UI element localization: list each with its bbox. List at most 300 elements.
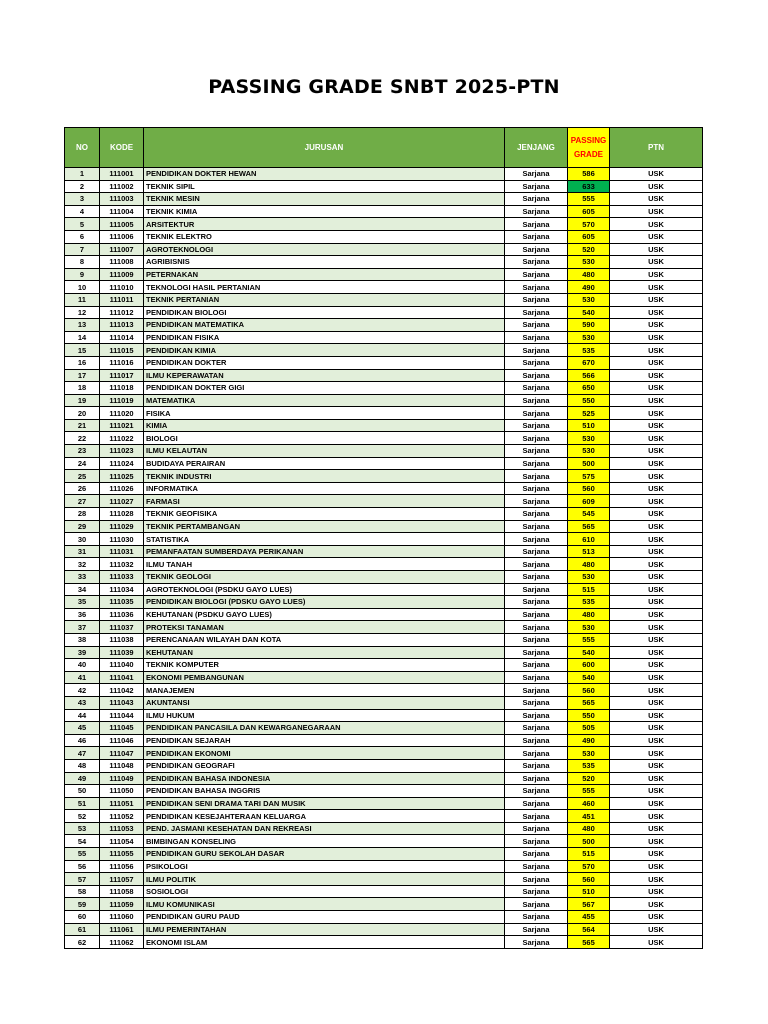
- row-no: 28: [65, 508, 100, 521]
- row-jenjang: Sarjana: [505, 281, 568, 294]
- row-ptn: USK: [610, 558, 703, 571]
- row-kode: 111006: [100, 230, 144, 243]
- table-row: [65, 759, 703, 772]
- row-passing-grade: 480: [568, 822, 610, 835]
- table-row: [65, 508, 703, 521]
- row-jenjang: Sarjana: [505, 734, 568, 747]
- header-passing-grade: [568, 128, 610, 168]
- row-jurusan: PENDIDIKAN KIMIA: [144, 344, 505, 357]
- table-row: [65, 180, 703, 193]
- row-jenjang: Sarjana: [505, 558, 568, 571]
- row-passing-grade: 610: [568, 533, 610, 546]
- row-passing-grade: 530: [568, 293, 610, 306]
- row-kode: 111005: [100, 218, 144, 231]
- row-kode: 111036: [100, 608, 144, 621]
- row-no: 15: [65, 344, 100, 357]
- row-jurusan: MATEMATIKA: [144, 394, 505, 407]
- row-no: 18: [65, 382, 100, 395]
- row-passing-grade: 545: [568, 508, 610, 521]
- table-row: [65, 268, 703, 281]
- table-row: [65, 797, 703, 810]
- table-row: [65, 810, 703, 823]
- row-jenjang: Sarjana: [505, 659, 568, 672]
- row-jenjang: Sarjana: [505, 873, 568, 886]
- row-ptn: USK: [610, 621, 703, 634]
- row-jurusan: ILMU PEMERINTAHAN: [144, 923, 505, 936]
- row-ptn: USK: [610, 256, 703, 269]
- row-jurusan: FARMASI: [144, 495, 505, 508]
- table-row: [65, 671, 703, 684]
- row-ptn: USK: [610, 759, 703, 772]
- table-row: [65, 558, 703, 571]
- row-kode: 111010: [100, 281, 144, 294]
- row-ptn: USK: [610, 331, 703, 344]
- row-no: 6: [65, 230, 100, 243]
- row-no: 36: [65, 608, 100, 621]
- row-kode: 111055: [100, 848, 144, 861]
- row-kode: 111047: [100, 747, 144, 760]
- table-header: [65, 128, 703, 168]
- table-row: [65, 722, 703, 735]
- row-no: 21: [65, 419, 100, 432]
- table-row: [65, 583, 703, 596]
- table-row: [65, 571, 703, 584]
- row-passing-grade: 670: [568, 356, 610, 369]
- row-kode: 111002: [100, 180, 144, 193]
- row-passing-grade: 565: [568, 936, 610, 949]
- row-jurusan: TEKNIK KOMPUTER: [144, 659, 505, 672]
- row-kode: 111060: [100, 911, 144, 924]
- table-row: [65, 911, 703, 924]
- row-passing-grade: 555: [568, 633, 610, 646]
- row-jenjang: Sarjana: [505, 230, 568, 243]
- row-ptn: USK: [610, 508, 703, 521]
- row-jenjang: Sarjana: [505, 835, 568, 848]
- row-jenjang: Sarjana: [505, 205, 568, 218]
- row-no: 55: [65, 848, 100, 861]
- row-ptn: USK: [610, 596, 703, 609]
- row-jurusan: PEMANFAATAN SUMBERDAYA PERIKANAN: [144, 545, 505, 558]
- table-row: [65, 344, 703, 357]
- row-no: 32: [65, 558, 100, 571]
- row-jenjang: Sarjana: [505, 306, 568, 319]
- header-kode: KODE: [100, 128, 144, 168]
- row-kode: 111001: [100, 168, 144, 181]
- row-ptn: USK: [610, 873, 703, 886]
- row-no: 54: [65, 835, 100, 848]
- row-passing-grade: 530: [568, 747, 610, 760]
- row-passing-grade: 515: [568, 583, 610, 596]
- row-kode: 111023: [100, 445, 144, 458]
- table-row: [65, 596, 703, 609]
- row-jurusan: AGROTEKNOLOGI: [144, 243, 505, 256]
- row-passing-grade: 500: [568, 835, 610, 848]
- row-ptn: USK: [610, 571, 703, 584]
- row-jenjang: Sarjana: [505, 722, 568, 735]
- header-no: NO: [65, 128, 100, 168]
- row-kode: 111050: [100, 785, 144, 798]
- header-jenjang: JENJANG: [505, 128, 568, 168]
- row-jurusan: PETERNAKAN: [144, 268, 505, 281]
- row-jurusan: PENDIDIKAN BIOLOGI (PDSKU GAYO LUES): [144, 596, 505, 609]
- row-no: 5: [65, 218, 100, 231]
- row-passing-grade: 480: [568, 268, 610, 281]
- row-jurusan: PENDIDIKAN SEJARAH: [144, 734, 505, 747]
- row-ptn: USK: [610, 407, 703, 420]
- row-ptn: USK: [610, 722, 703, 735]
- row-jenjang: Sarjana: [505, 382, 568, 395]
- row-jurusan: PROTEKSI TANAMAN: [144, 621, 505, 634]
- row-jurusan: AKUNTANSI: [144, 696, 505, 709]
- table-row: [65, 633, 703, 646]
- row-passing-grade: 520: [568, 772, 610, 785]
- row-kode: 111062: [100, 936, 144, 949]
- row-kode: 111020: [100, 407, 144, 420]
- table-row: [65, 419, 703, 432]
- row-ptn: USK: [610, 608, 703, 621]
- table-row: [65, 407, 703, 420]
- row-no: 40: [65, 659, 100, 672]
- row-ptn: USK: [610, 772, 703, 785]
- header-passing-grade-line1: PASSING: [570, 135, 607, 145]
- row-ptn: USK: [610, 293, 703, 306]
- row-kode: 111045: [100, 722, 144, 735]
- row-kode: 111012: [100, 306, 144, 319]
- row-ptn: USK: [610, 193, 703, 206]
- row-jenjang: Sarjana: [505, 482, 568, 495]
- row-passing-grade: 586: [568, 168, 610, 181]
- row-jenjang: Sarjana: [505, 822, 568, 835]
- row-no: 49: [65, 772, 100, 785]
- row-ptn: USK: [610, 583, 703, 596]
- row-jurusan: EKONOMI PEMBANGUNAN: [144, 671, 505, 684]
- row-ptn: USK: [610, 432, 703, 445]
- row-no: 8: [65, 256, 100, 269]
- row-no: 27: [65, 495, 100, 508]
- row-no: 13: [65, 319, 100, 332]
- row-passing-grade: 650: [568, 382, 610, 395]
- row-kode: 111015: [100, 344, 144, 357]
- row-jurusan: PENDIDIKAN GURU PAUD: [144, 911, 505, 924]
- row-kode: 111037: [100, 621, 144, 634]
- table-row: [65, 495, 703, 508]
- row-jenjang: Sarjana: [505, 583, 568, 596]
- row-kode: 111052: [100, 810, 144, 823]
- row-jenjang: Sarjana: [505, 608, 568, 621]
- row-no: 50: [65, 785, 100, 798]
- row-kode: 111041: [100, 671, 144, 684]
- row-no: 43: [65, 696, 100, 709]
- row-passing-grade: 490: [568, 281, 610, 294]
- table-row: [65, 696, 703, 709]
- row-jurusan: ILMU KELAUTAN: [144, 445, 505, 458]
- row-passing-grade: 565: [568, 696, 610, 709]
- row-ptn: USK: [610, 243, 703, 256]
- row-no: 53: [65, 822, 100, 835]
- row-kode: 111040: [100, 659, 144, 672]
- row-ptn: USK: [610, 230, 703, 243]
- row-passing-grade: 555: [568, 193, 610, 206]
- row-jurusan: KEHUTANAN: [144, 646, 505, 659]
- row-no: 39: [65, 646, 100, 659]
- table-row: [65, 860, 703, 873]
- row-ptn: USK: [610, 684, 703, 697]
- row-kode: 111007: [100, 243, 144, 256]
- table-row: [65, 281, 703, 294]
- row-kode: 111028: [100, 508, 144, 521]
- row-jurusan: TEKNIK KIMIA: [144, 205, 505, 218]
- table-row: [65, 734, 703, 747]
- row-passing-grade: 605: [568, 230, 610, 243]
- row-jenjang: Sarjana: [505, 911, 568, 924]
- row-ptn: USK: [610, 633, 703, 646]
- row-no: 35: [65, 596, 100, 609]
- row-jenjang: Sarjana: [505, 319, 568, 332]
- row-jurusan: ILMU TANAH: [144, 558, 505, 571]
- row-kode: 111054: [100, 835, 144, 848]
- row-jurusan: FISIKA: [144, 407, 505, 420]
- row-jurusan: PENDIDIKAN PANCASILA DAN KEWARGANEGARAAN: [144, 722, 505, 735]
- row-jenjang: Sarjana: [505, 936, 568, 949]
- table-row: [65, 822, 703, 835]
- row-passing-grade: 540: [568, 306, 610, 319]
- row-no: 7: [65, 243, 100, 256]
- row-passing-grade: 540: [568, 671, 610, 684]
- row-no: 30: [65, 533, 100, 546]
- row-jenjang: Sarjana: [505, 533, 568, 546]
- row-jurusan: PENDIDIKAN DOKTER: [144, 356, 505, 369]
- table-row: [65, 709, 703, 722]
- row-jenjang: Sarjana: [505, 671, 568, 684]
- row-jenjang: Sarjana: [505, 898, 568, 911]
- row-jurusan: ILMU KOMUNIKASI: [144, 898, 505, 911]
- row-no: 22: [65, 432, 100, 445]
- row-kode: 111011: [100, 293, 144, 306]
- table-row: [65, 482, 703, 495]
- row-passing-grade: 530: [568, 432, 610, 445]
- table-row: [65, 331, 703, 344]
- row-jenjang: Sarjana: [505, 445, 568, 458]
- row-kode: 111043: [100, 696, 144, 709]
- row-ptn: USK: [610, 168, 703, 181]
- table-row: [65, 356, 703, 369]
- table-row: [65, 873, 703, 886]
- table-row: [65, 382, 703, 395]
- row-passing-grade: 575: [568, 470, 610, 483]
- row-kode: 111048: [100, 759, 144, 772]
- row-jurusan: TEKNIK PERTANIAN: [144, 293, 505, 306]
- row-passing-grade: 540: [568, 646, 610, 659]
- row-no: 41: [65, 671, 100, 684]
- table-row: [65, 218, 703, 231]
- row-kode: 111031: [100, 545, 144, 558]
- row-ptn: USK: [610, 671, 703, 684]
- row-passing-grade: 564: [568, 923, 610, 936]
- row-jenjang: Sarjana: [505, 848, 568, 861]
- row-passing-grade: 480: [568, 558, 610, 571]
- row-passing-grade: 530: [568, 256, 610, 269]
- row-jenjang: Sarjana: [505, 268, 568, 281]
- row-jurusan: KIMIA: [144, 419, 505, 432]
- row-jenjang: Sarjana: [505, 457, 568, 470]
- table-row: [65, 545, 703, 558]
- table-row: [65, 772, 703, 785]
- row-jenjang: Sarjana: [505, 218, 568, 231]
- table-row: [65, 885, 703, 898]
- row-ptn: USK: [610, 835, 703, 848]
- row-kode: 111027: [100, 495, 144, 508]
- row-jenjang: Sarjana: [505, 344, 568, 357]
- row-jurusan: PENDIDIKAN FISIKA: [144, 331, 505, 344]
- row-no: 14: [65, 331, 100, 344]
- row-kode: 111057: [100, 873, 144, 886]
- row-kode: 111019: [100, 394, 144, 407]
- row-ptn: USK: [610, 646, 703, 659]
- table-row: [65, 533, 703, 546]
- table-row: [65, 646, 703, 659]
- row-no: 3: [65, 193, 100, 206]
- row-jenjang: Sarjana: [505, 759, 568, 772]
- row-jenjang: Sarjana: [505, 885, 568, 898]
- row-jenjang: Sarjana: [505, 331, 568, 344]
- row-jurusan: PENDIDIKAN BIOLOGI: [144, 306, 505, 319]
- row-jenjang: Sarjana: [505, 633, 568, 646]
- passing-grade-table: [64, 127, 703, 949]
- row-jurusan: PERENCANAAN WILAYAH DAN KOTA: [144, 633, 505, 646]
- row-ptn: USK: [610, 344, 703, 357]
- row-no: 38: [65, 633, 100, 646]
- row-ptn: USK: [610, 356, 703, 369]
- header-passing-grade-line2: GRADE: [574, 149, 603, 159]
- row-kode: 111039: [100, 646, 144, 659]
- table-row: [65, 659, 703, 672]
- table-row: [65, 747, 703, 760]
- row-passing-grade: 530: [568, 331, 610, 344]
- row-no: 9: [65, 268, 100, 281]
- row-passing-grade: 515: [568, 848, 610, 861]
- row-passing-grade: 451: [568, 810, 610, 823]
- row-jenjang: Sarjana: [505, 256, 568, 269]
- row-jenjang: Sarjana: [505, 193, 568, 206]
- row-no: 29: [65, 520, 100, 533]
- row-kode: 111046: [100, 734, 144, 747]
- row-kode: 111038: [100, 633, 144, 646]
- row-passing-grade: 480: [568, 608, 610, 621]
- row-ptn: USK: [610, 936, 703, 949]
- table-row: [65, 230, 703, 243]
- row-passing-grade: 590: [568, 319, 610, 332]
- row-jurusan: BUDIDAYA PERAIRAN: [144, 457, 505, 470]
- row-kode: 111058: [100, 885, 144, 898]
- row-kode: 111009: [100, 268, 144, 281]
- row-kode: 111035: [100, 596, 144, 609]
- row-kode: 111022: [100, 432, 144, 445]
- row-passing-grade: 600: [568, 659, 610, 672]
- row-jenjang: Sarjana: [505, 797, 568, 810]
- row-ptn: USK: [610, 545, 703, 558]
- row-jenjang: Sarjana: [505, 772, 568, 785]
- row-kode: 111016: [100, 356, 144, 369]
- row-kode: 111029: [100, 520, 144, 533]
- row-no: 34: [65, 583, 100, 596]
- row-jenjang: Sarjana: [505, 394, 568, 407]
- row-no: 60: [65, 911, 100, 924]
- row-passing-grade: 530: [568, 571, 610, 584]
- row-ptn: USK: [610, 495, 703, 508]
- row-jenjang: Sarjana: [505, 369, 568, 382]
- row-jurusan: PENDIDIKAN BAHASA INGGRIS: [144, 785, 505, 798]
- row-jurusan: BIMBINGAN KONSELING: [144, 835, 505, 848]
- row-passing-grade: 513: [568, 545, 610, 558]
- row-ptn: USK: [610, 797, 703, 810]
- row-jenjang: Sarjana: [505, 520, 568, 533]
- row-passing-grade: 500: [568, 457, 610, 470]
- row-ptn: USK: [610, 533, 703, 546]
- table-body: [65, 168, 703, 949]
- row-passing-grade: 490: [568, 734, 610, 747]
- row-jurusan: PENDIDIKAN MATEMATIKA: [144, 319, 505, 332]
- row-kode: 111018: [100, 382, 144, 395]
- row-kode: 111061: [100, 923, 144, 936]
- row-no: 17: [65, 369, 100, 382]
- row-ptn: USK: [610, 419, 703, 432]
- row-jenjang: Sarjana: [505, 419, 568, 432]
- row-ptn: USK: [610, 394, 703, 407]
- row-kode: 111042: [100, 684, 144, 697]
- row-passing-grade: 550: [568, 394, 610, 407]
- row-no: 46: [65, 734, 100, 747]
- row-kode: 111014: [100, 331, 144, 344]
- row-kode: 111034: [100, 583, 144, 596]
- row-passing-grade: 455: [568, 911, 610, 924]
- row-passing-grade: 535: [568, 759, 610, 772]
- table-row: [65, 256, 703, 269]
- row-jurusan: ILMU HUKUM: [144, 709, 505, 722]
- table-row: [65, 520, 703, 533]
- row-kode: 111004: [100, 205, 144, 218]
- row-no: 23: [65, 445, 100, 458]
- row-jurusan: PENDIDIKAN GEOGRAFI: [144, 759, 505, 772]
- row-jenjang: Sarjana: [505, 470, 568, 483]
- row-passing-grade: 550: [568, 709, 610, 722]
- row-ptn: USK: [610, 306, 703, 319]
- table-row: [65, 168, 703, 181]
- table-row: [65, 621, 703, 634]
- table-row: [65, 445, 703, 458]
- row-jenjang: Sarjana: [505, 684, 568, 697]
- row-no: 59: [65, 898, 100, 911]
- row-ptn: USK: [610, 482, 703, 495]
- row-passing-grade: 520: [568, 243, 610, 256]
- row-kode: 111021: [100, 419, 144, 432]
- row-no: 1: [65, 168, 100, 181]
- row-jurusan: PENDIDIKAN BAHASA INDONESIA: [144, 772, 505, 785]
- row-passing-grade: 605: [568, 205, 610, 218]
- row-kode: 111017: [100, 369, 144, 382]
- row-kode: 111059: [100, 898, 144, 911]
- table-row: [65, 432, 703, 445]
- row-ptn: USK: [610, 180, 703, 193]
- row-passing-grade: 633: [568, 180, 610, 193]
- row-jenjang: Sarjana: [505, 243, 568, 256]
- row-jurusan: AGRIBISNIS: [144, 256, 505, 269]
- row-passing-grade: 535: [568, 344, 610, 357]
- row-jurusan: PENDIDIKAN KESEJAHTERAAN KELUARGA: [144, 810, 505, 823]
- row-no: 4: [65, 205, 100, 218]
- row-jenjang: Sarjana: [505, 407, 568, 420]
- row-jurusan: PSIKOLOGI: [144, 860, 505, 873]
- row-no: 33: [65, 571, 100, 584]
